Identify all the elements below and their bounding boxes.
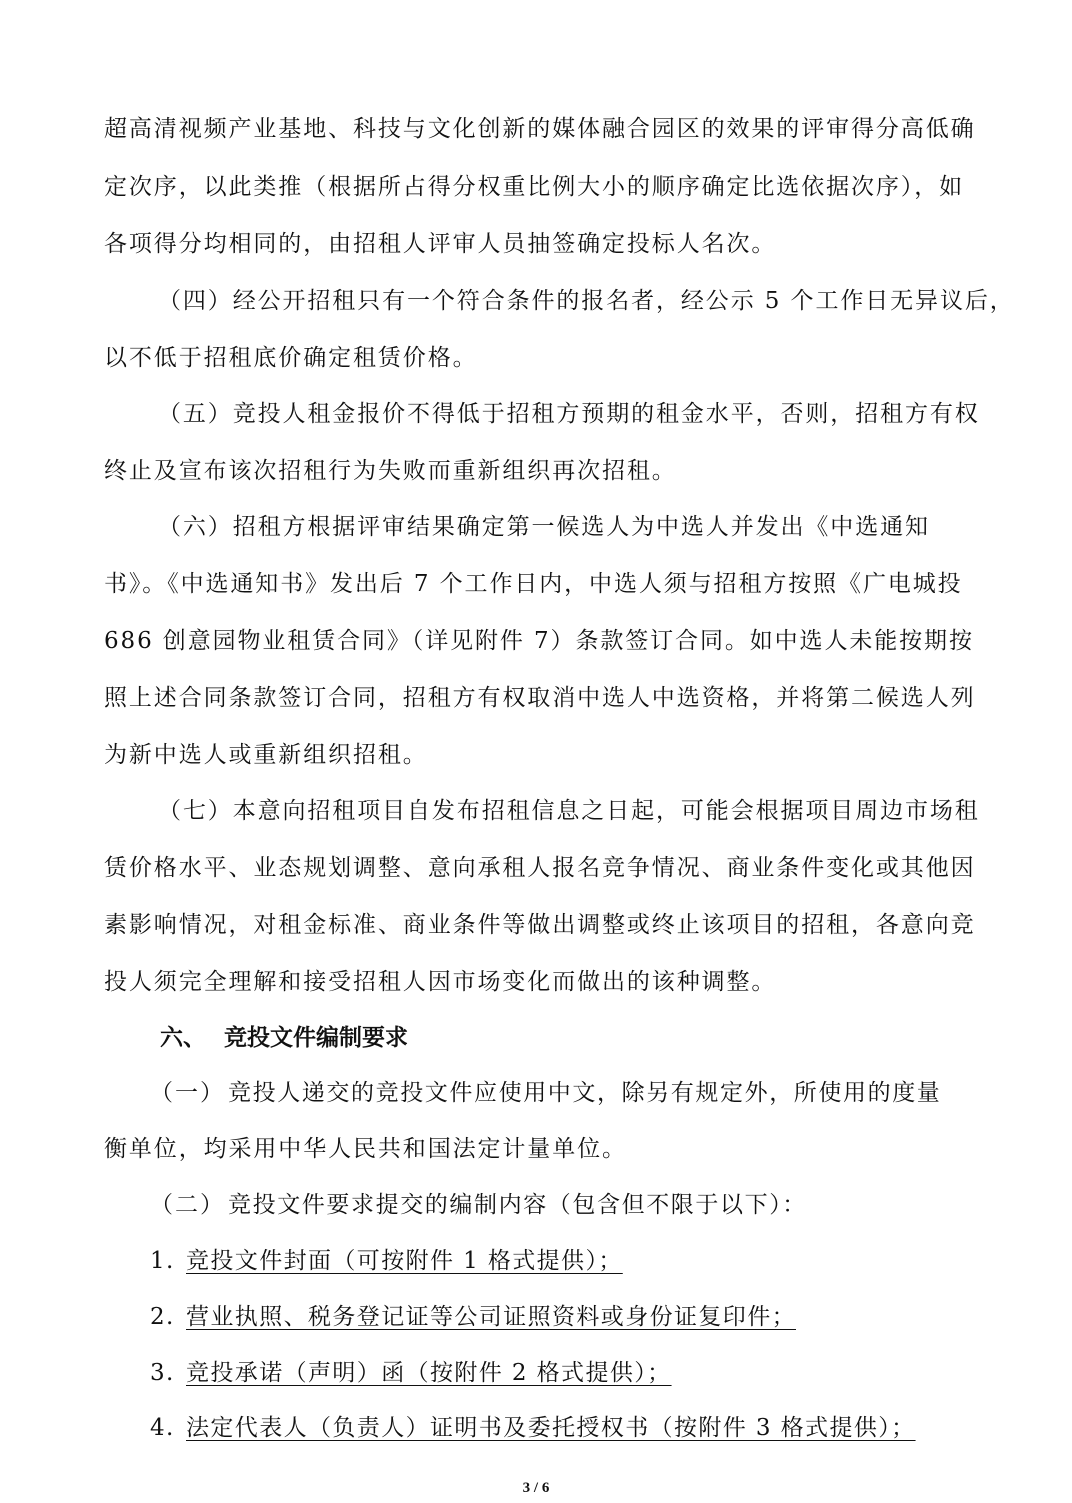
paragraph-line: （七）本意向招租项目自发布招租信息之日起，可能会根据项目周边市场租 xyxy=(158,798,980,824)
paragraph-line: 以不低于招租底价确定租赁价格。 xyxy=(104,345,478,371)
paragraph-line: 投人须完全理解和接受招租人因市场变化而做出的该种调整。 xyxy=(104,969,777,995)
subsection-line xyxy=(150,1190,807,1220)
paragraph-line: 为新中选人或重新组织招租。 xyxy=(104,742,428,768)
list-item-text: 竞投承诺（声明）函（按附件 2 格式提供）； xyxy=(186,1360,672,1386)
section-heading xyxy=(160,1023,408,1053)
subsection-text: 竞投文件要求提交的编制内容（包含但不限于以下）： xyxy=(228,1192,807,1218)
paragraph-line: 686 创意园物业租赁合同》（详见附件 7）条款签订合同。如中选人未能按期按 xyxy=(104,628,974,654)
page-number: 3 / 6 xyxy=(522,1480,550,1496)
paragraph-line: （五）竞投人租金报价不得低于招租方预期的租金水平，否则，招租方有权 xyxy=(158,401,980,427)
list-item-text: 法定代表人（负责人）证明书及委托授权书（按附件 3 格式提供）； xyxy=(186,1415,916,1441)
subsection-number: （一） xyxy=(150,1080,225,1106)
paragraph-line: 照上述合同条款签订合同，招租方有权取消中选人中选资格，并将第二候选人列 xyxy=(104,685,976,711)
paragraph-line: 衡单位，均采用中华人民共和国法定计量单位。 xyxy=(104,1136,627,1162)
paragraph-line: 素影响情况，对租金标准、商业条件等做出调整或终止该项目的招租，各意向竞 xyxy=(104,912,976,938)
list-item-number: 4. xyxy=(150,1415,175,1441)
paragraph-line: （四）经公开招租只有一个符合条件的报名者，经公示 5 个工作日无异议后， xyxy=(158,288,1015,314)
paragraph-line: 赁价格水平、业态规划调整、意向承租人报名竞争情况、商业条件变化或其他因 xyxy=(104,855,976,881)
paragraph-line: （六）招租方根据评审结果确定第一候选人为中选人并发出《中选通知 xyxy=(158,514,930,540)
list-item-text: 竞投文件封面（可按附件 1 格式提供）； xyxy=(186,1248,623,1274)
list-item xyxy=(150,1302,796,1332)
section-number: 六、 xyxy=(160,1025,206,1051)
paragraph-line: 终止及宣布该次招租行为失败而重新组织再次招租。 xyxy=(104,458,677,484)
subsection-number: （二） xyxy=(150,1192,225,1218)
list-item-text: 营业执照、税务登记证等公司证照资料或身份证复印件； xyxy=(186,1304,796,1330)
subsection-text: 竞投人递交的竞投文件应使用中文，除另有规定外，所使用的度量 xyxy=(228,1080,942,1106)
paragraph-line: 定次序，以此类推（根据所占得分权重比例大小的顺序确定比选依据次序），如 xyxy=(104,174,964,200)
section-title: 竞投文件编制要求 xyxy=(224,1025,408,1051)
list-item xyxy=(150,1246,623,1276)
paragraph-line: 各项得分均相同的，由招租人评审人员抽签确定投标人名次。 xyxy=(104,231,777,257)
paragraph-line: 超高清视频产业基地、科技与文化创新的媒体融合园区的效果的评审得分高低确 xyxy=(104,116,976,142)
list-item-number: 2. xyxy=(150,1304,175,1330)
list-item xyxy=(150,1358,672,1388)
list-item-number: 1. xyxy=(150,1248,175,1274)
list-item xyxy=(150,1413,916,1443)
list-item-number: 3. xyxy=(150,1360,175,1386)
paragraph-line: 书》。《中选通知书》发出后 7 个工作日内，中选人须与招租方按照《广电城投 xyxy=(104,571,963,597)
subsection-line xyxy=(150,1078,941,1108)
